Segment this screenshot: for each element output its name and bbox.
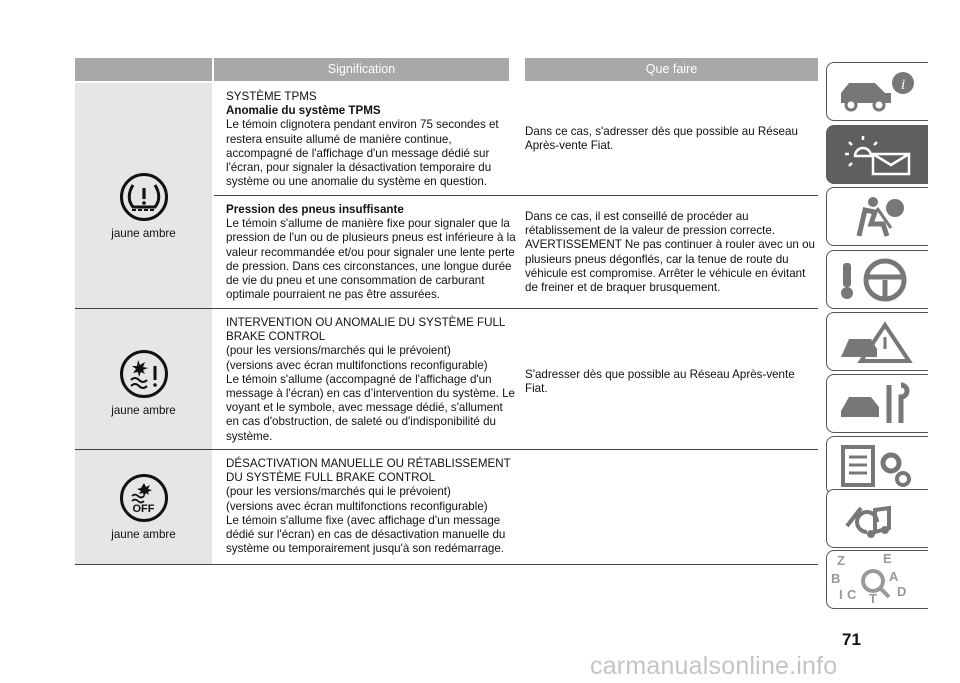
header-signification: Signification: [214, 58, 509, 81]
watermark: carmanualsonline.info: [590, 652, 838, 680]
fbc-intervention-action: S'adresser dès que possible au Réseau Après-vente Fiat.: [525, 368, 795, 396]
tab-index[interactable]: [826, 550, 928, 609]
lamp-color-label: jaune ambre: [111, 528, 176, 541]
tab-starting-driving[interactable]: [826, 250, 928, 309]
tab-safety[interactable]: [826, 187, 928, 246]
header-que-faire: Que faire: [525, 58, 818, 81]
full-brake-control-off-icon: [120, 474, 168, 522]
index-letter: I: [839, 587, 843, 602]
tab-technical-data[interactable]: [826, 436, 928, 495]
tpms-lamp: [75, 173, 212, 240]
fbc-deactivation-description: DÉSACTIVATION MANUELLE OU RÉTABLISSEMENT DU SYSTÈME FULL BRAKE CONTROL (pour les versions/marchés qui le prévoient) (versions avec écran multifonctions reconfigurable) Le témoin s'allume fixe (avec affichage d'un message dédié sur l'écran) en cas de désactivation manuelle du système ou temporairement jusqu'à son redémarrage.: [226, 457, 511, 556]
tab-maintenance[interactable]: [826, 374, 928, 433]
fbc-off-lamp: [75, 474, 212, 541]
tab-multimedia[interactable]: [826, 489, 928, 548]
tpms-anomaly-action: Dans ce cas, s'adresser dès que possible au Réseau Après-vente Fiat.: [525, 125, 798, 153]
index-letter: C: [847, 587, 857, 602]
low-pressure-heading: Pression des pneus insuffisante: [226, 203, 404, 216]
fbc-intervention-description: INTERVENTION OU ANOMALIE DU SYSTÈME FULL BRAKE CONTROL (pour les versions/marchés qui le prévoient) (versions avec écran multifonctions reconfigurable) Le témoin s'allume (accompagné de l'affichage d'un message à l'écran) en cas d’intervention du système. Le voyant et le symbole, avec message dédié, s'allument en cas d'obstruction, de saleté ou d'indisponibilité du système.: [226, 316, 515, 443]
steering-wheel-key-icon: [837, 257, 917, 303]
header-blank: [75, 58, 212, 81]
low-pressure-text: Le témoin s'allume de manière fixe pour signaler que la pression de l'un ou de plusieurs pneus est inférieure à la valeur recommandée et/ou pour signaler une lente perte de pression. Dans ces circonstances, une longue durée de vie du pneu et une consommation de carburant optimale pourraient ne pas être assurées.: [226, 217, 516, 302]
tpms-anomaly-heading: Anomalie du système TPMS: [226, 104, 381, 118]
tab-car-info[interactable]: [826, 62, 928, 121]
maintenance-tools-icon: [837, 381, 917, 427]
off-label: OFF: [132, 502, 155, 515]
warning-lights-message-icon: [837, 132, 917, 178]
fbc-lamp: [75, 350, 212, 417]
row-divider: [75, 449, 818, 450]
index-letter: B: [831, 571, 841, 586]
tpms-warning-icon: [120, 173, 168, 221]
page-number: 71: [842, 630, 861, 649]
index-letter: E: [883, 551, 892, 566]
airbag-seat-safety-icon: [837, 194, 917, 240]
tpms-low-pressure-action: Dans ce cas, il est conseillé de procéder au rétablissement de la valeur de pression correcte. AVERTISSEMENT Ne pas continuer à rouler avec un ou plusieurs pneus dégonflés, car la tenue de route du véhicule est compromise. Arrêter le véhicule en évitant de freiner et de braquer brusquement.: [525, 210, 815, 295]
index-letter: A: [889, 569, 899, 584]
lamp-color-label: jaune ambre: [111, 227, 176, 240]
row-divider: [214, 195, 818, 196]
emergency-triangle-icon: [837, 319, 917, 365]
multimedia-music-icon: [837, 496, 917, 542]
car-info-icon: [837, 69, 917, 115]
technical-data-gear-icon: [837, 443, 917, 489]
index-letter: T: [869, 591, 877, 606]
lamp-color-label: jaune ambre: [111, 404, 176, 417]
tpms-low-pressure-description: [226, 203, 516, 302]
svg-text:i: i: [901, 77, 906, 93]
full-brake-control-warning-icon: [120, 350, 168, 398]
tpms-system-title: SYSTÈME TPMS: [226, 90, 317, 103]
tpms-anomaly-text: Le témoin clignotera pendant environ 75 secondes et restera ensuite allumé de manière continue, accompagné de l'affichage d'un message dédié sur l'écran, pour signaler la désactivation temporaire du système ou une anomalie du système en question.: [226, 118, 499, 189]
tab-warning-lights[interactable]: [826, 125, 928, 184]
index-letter: D: [897, 584, 907, 599]
table-bottom-rule: [75, 564, 818, 565]
row-divider: [75, 308, 818, 309]
tpms-anomaly-description: [226, 90, 516, 189]
index-letter: Z: [837, 553, 845, 568]
tab-emergency[interactable]: [826, 312, 928, 371]
